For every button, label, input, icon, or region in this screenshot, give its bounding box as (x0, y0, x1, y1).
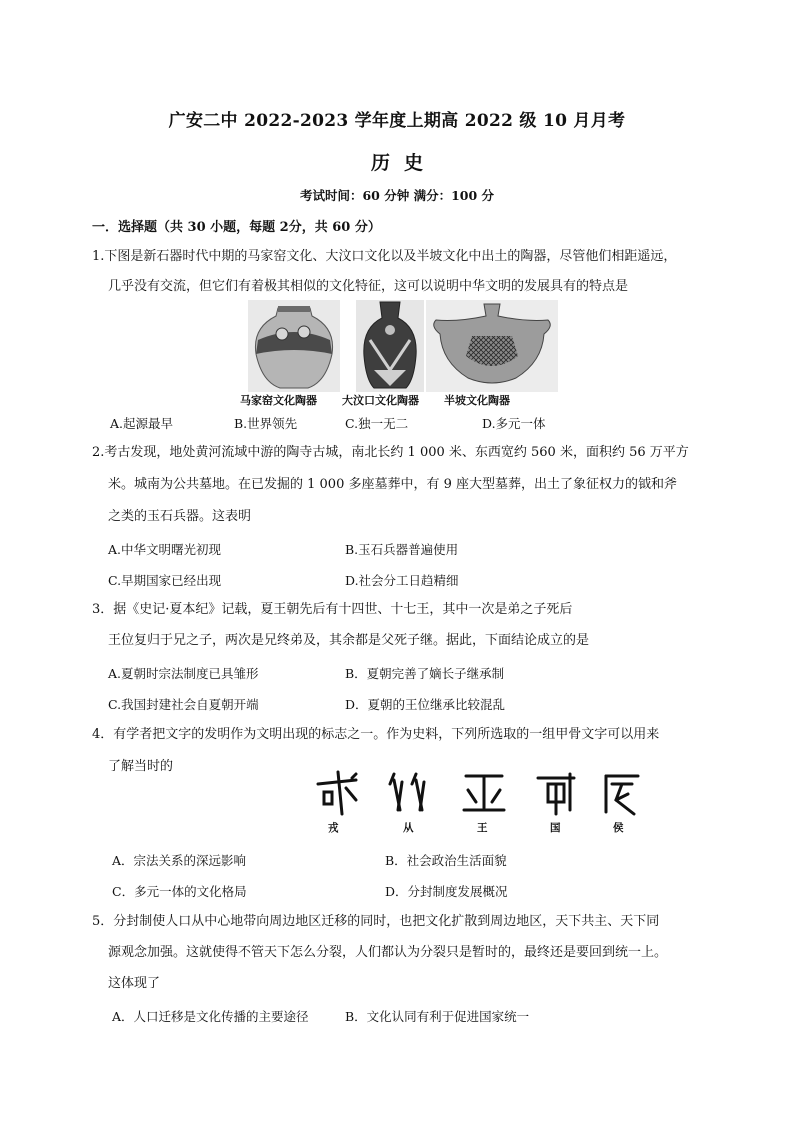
section-heading: 一．选择题（共 30 小题，每题 2分，共 60 分） (92, 220, 381, 235)
glyph-label-guo: 国 (550, 822, 561, 834)
q2-option-b[interactable]: B.玉石兵器普遍使用 (345, 542, 459, 557)
q1-option-c[interactable]: C.独一无二 (345, 416, 409, 431)
q1-option-b[interactable]: B.世界领先 (234, 416, 298, 431)
q5-line-2: 源观念加强。这就使得不管天下怎么分裂，人们都认为分裂只是暂时的，最终还是要回到统一上。 (108, 945, 668, 960)
q4-line-2: 了解当时的 (108, 759, 174, 774)
exam-title: 广安二中 2022-2023 学年度上期高 2022 级 10 月月考 (168, 111, 626, 131)
glyph-rong (318, 772, 356, 814)
dawenkou-pottery-image (356, 300, 424, 392)
q3-option-b[interactable]: B．夏朝完善了嫡长子继承制 (345, 666, 505, 681)
q2-line-2: 米。城南为公共墓地。在已发掘的 1 000 多座墓葬中，有 9 座大型墓葬，出土了象征权力的钺和斧 (108, 477, 678, 492)
glyph-label-rong: 戎 (328, 822, 339, 834)
q3-line-1: 3．据《史记·夏本纪》记载，夏王朝先后有十四世、十七王，其中一次是弟之子死后 (92, 602, 573, 617)
q2-line-3: 之类的玉石兵器。这表明 (108, 509, 252, 524)
q2-option-c[interactable]: C.早期国家已经出现 (108, 573, 222, 588)
q5-line-1: 5．分封制使人口从中心地带向周边地区迁移的同时，也把文化扩散到周边地区，天下共主、天下同 (92, 914, 660, 929)
oracle-bone-glyphs (312, 770, 642, 816)
q5-option-b[interactable]: B．文化认同有利于促进国家统一 (345, 1009, 530, 1024)
q3-option-c[interactable]: C.我国封建社会自夏朝开端 (108, 697, 259, 712)
banpo-pottery-image (426, 300, 558, 392)
q2-option-a[interactable]: A.中华文明曙光初现 (108, 542, 222, 557)
caption-dawenkou: 大汶口文化陶器 (342, 394, 419, 407)
q4-option-b[interactable]: B．社会政治生活面貌 (385, 853, 507, 868)
q1-option-a[interactable]: A.起源最早 (110, 416, 174, 431)
q1-option-d[interactable]: D.多元一体 (482, 416, 546, 431)
glyph-wang (464, 776, 504, 810)
q1-line-2: 几乎没有交流，但它们有着极其相似的文化特征，这可以说明中华文明的发展具有的特点是 (108, 279, 629, 294)
caption-banpo: 半坡文化陶器 (444, 394, 510, 407)
majiayao-pottery-image (248, 300, 340, 392)
glyph-hou (606, 776, 638, 814)
caption-majiayao: 马家窑文化陶器 (240, 394, 317, 407)
q5-option-a[interactable]: A．人口迁移是文化传播的主要途径 (112, 1009, 309, 1024)
q3-option-a[interactable]: A.夏朝时宗法制度已具雏形 (108, 666, 259, 681)
q2-line-1: 2.考古发现，地处黄河流域中游的陶寺古城，南北长约 1 000 米、东西宽约 560 米，面积约 56 万平方 (92, 445, 689, 460)
pottery-images (248, 300, 558, 392)
q2-option-d[interactable]: D.社会分工日趋精细 (345, 573, 459, 588)
q3-option-d[interactable]: D．夏朝的王位继承比较混乱 (345, 697, 506, 712)
q1-line-1: 1.下图是新石器时代中期的马家窑文化、大汶口文化以及半坡文化中出土的陶器，尽管他们相距遥远， (92, 249, 677, 264)
exam-info: 考试时间：60 分钟 满分：100 分 (299, 188, 495, 203)
q3-line-2: 王位复归于兄之子，两次是兄终弟及，其余都是父死子继。据此，下面结论成立的是 (108, 633, 590, 648)
glyph-label-hou: 侯 (613, 822, 624, 834)
q4-option-d[interactable]: D．分封制度发展概况 (385, 884, 508, 899)
glyph-guo (538, 774, 574, 814)
glyph-label-wang: 王 (477, 822, 488, 834)
q4-option-a[interactable]: A．宗法关系的深远影响 (112, 853, 247, 868)
glyph-cong (390, 774, 424, 810)
q5-line-3: 这体现了 (108, 976, 161, 991)
q4-option-c[interactable]: C．多元一体的文化格局 (112, 884, 247, 899)
subject-title: 历史 (370, 152, 437, 174)
glyph-label-cong: 从 (403, 822, 414, 834)
q4-line-1: 4．有学者把文字的发明作为文明出现的标志之一。作为史料，下列所选取的一组甲骨文字可以用来 (92, 727, 660, 742)
